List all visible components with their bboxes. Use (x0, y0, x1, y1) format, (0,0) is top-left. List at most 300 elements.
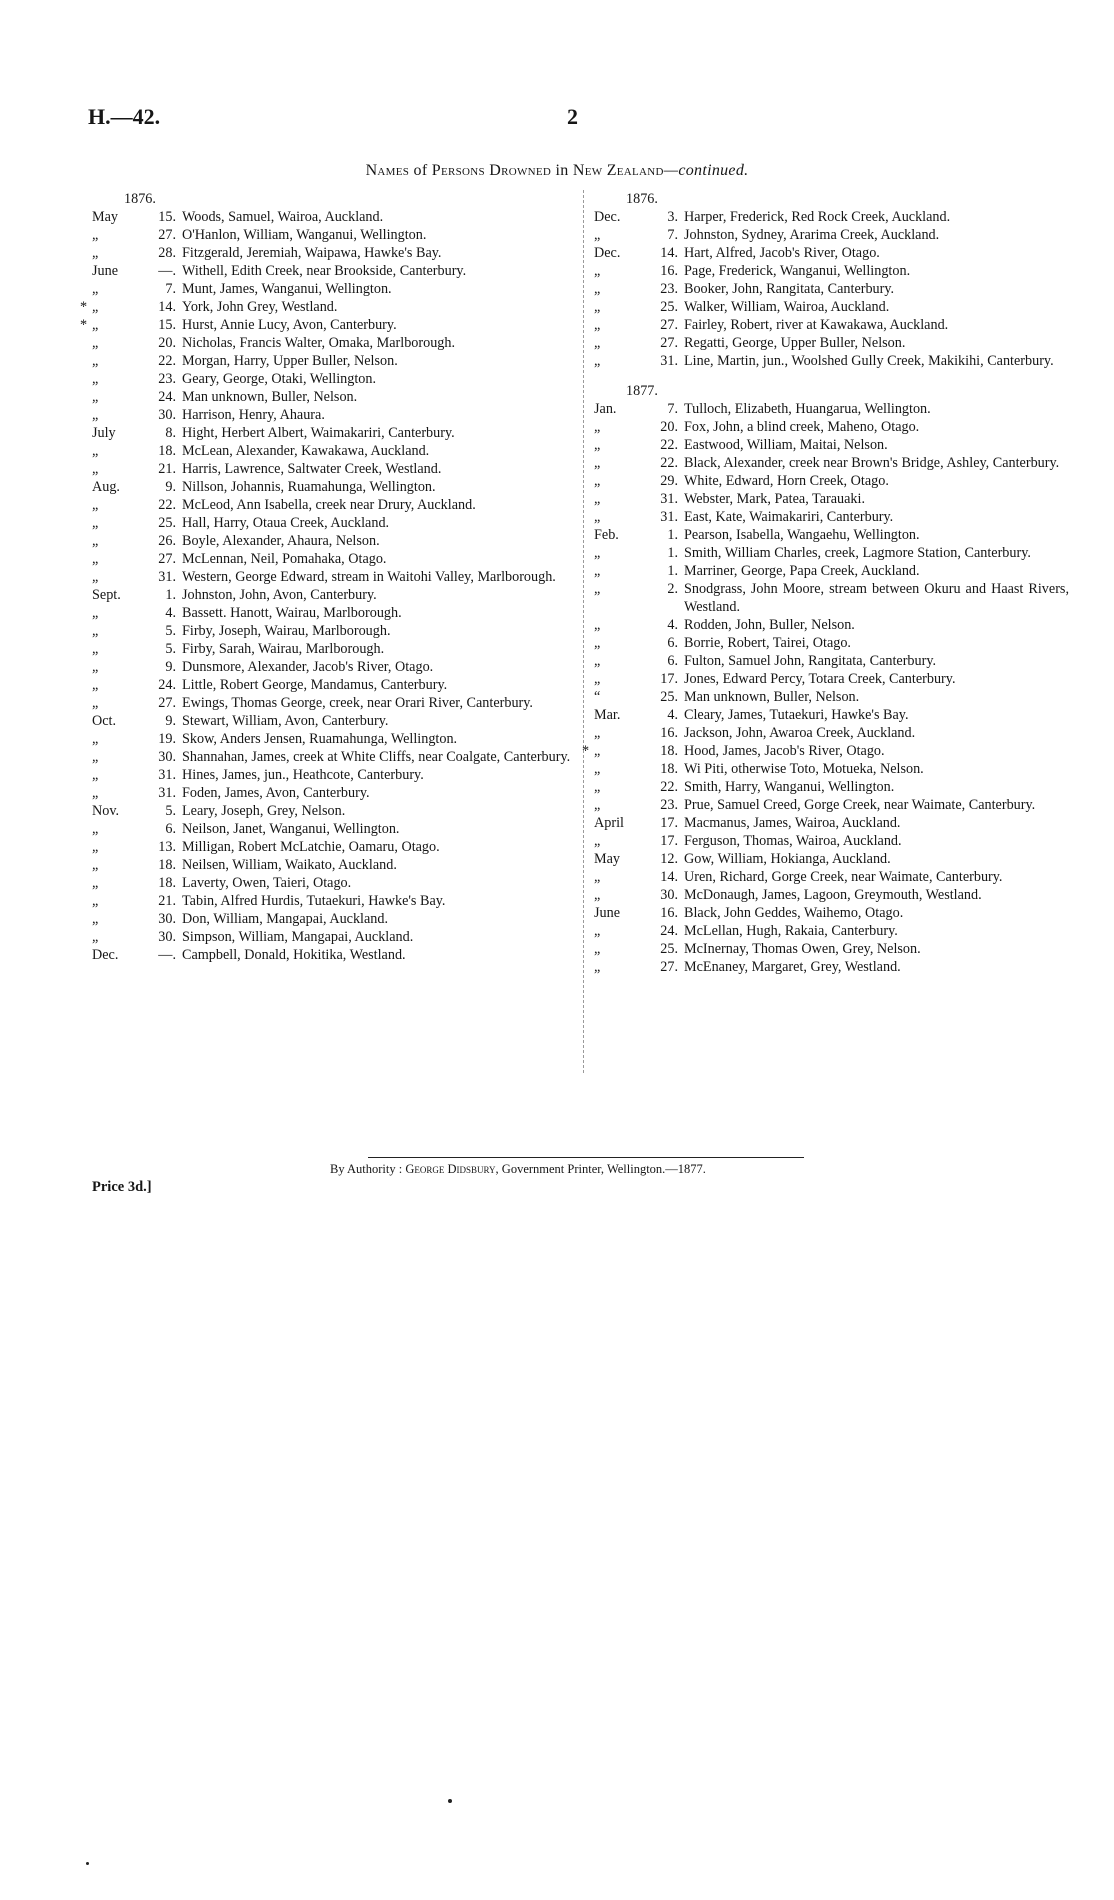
list-item (92, 550, 572, 568)
entry-day: 31. (158, 767, 176, 783)
entry-text: Rodden, John, Buller, Nelson. (684, 617, 855, 633)
entry-month: „ (92, 245, 99, 261)
entry-marker: * (80, 299, 88, 315)
entry-month: „ (594, 353, 601, 369)
entry-day: 20. (158, 335, 176, 351)
list-item (594, 778, 1069, 796)
entry-month: „ (92, 317, 99, 333)
entry-day: 15. (158, 317, 176, 333)
entry-day: 18. (158, 443, 176, 459)
entry-day: 1. (667, 563, 678, 579)
entry-day: 7. (165, 281, 176, 297)
entry-day: 14. (660, 245, 678, 261)
list-item (594, 544, 1069, 562)
entry-month: „ (92, 659, 99, 675)
entry-text: York, John Grey, Westland. (182, 299, 338, 315)
entry-text: Ewings, Thomas George, creek, near Orari River, Canterbury. (182, 695, 533, 711)
entry-text: Western, George Edward, stream in Waitohi Valley, Marlborough. (182, 569, 556, 585)
entry-text: Booker, John, Rangitata, Canterbury. (684, 281, 895, 297)
entry-day: 12. (660, 851, 678, 867)
entry-day: —. (158, 947, 176, 963)
entry-day: 26. (158, 533, 176, 549)
entry-month: „ (594, 923, 601, 939)
list-item (92, 676, 572, 694)
entry-text: Jones, Edward Percy, Totara Creek, Canterbury. (684, 671, 956, 687)
title-names: Names (365, 162, 410, 179)
list-item (92, 478, 572, 496)
entry-day: 22. (660, 437, 678, 453)
stray-mark (448, 1799, 452, 1803)
entry-day: 27. (158, 227, 176, 243)
entry-text: Jackson, John, Awaroa Creek, Auckland. (684, 725, 916, 741)
entry-day: 30. (158, 929, 176, 945)
entry-text: Fox, John, a blind creek, Maheno, Otago. (684, 419, 920, 435)
entry-text: Tulloch, Elizabeth, Huangarua, Wellington. (684, 401, 931, 417)
entry-text: Bassett. Hanott, Wairau, Marlborough. (182, 605, 402, 621)
entry-text: Hines, James, jun., Heathcote, Canterbury. (182, 767, 424, 783)
entry-text: Webster, Mark, Patea, Tarauaki. (684, 491, 866, 507)
entry-month: „ (594, 437, 601, 453)
list-item (594, 886, 1069, 904)
entry-day: 30. (158, 749, 176, 765)
entry-day: 24. (660, 923, 678, 939)
entry-text: Man unknown, Buller, Nelson. (182, 389, 358, 405)
entry-month: „ (92, 353, 99, 369)
entry-month: „ (594, 227, 601, 243)
entry-day: 22. (158, 497, 176, 513)
entry-day: 4. (667, 707, 678, 723)
entry-text: Ferguson, Thomas, Wairoa, Auckland. (684, 833, 902, 849)
spacer (594, 370, 1069, 382)
list-item (92, 208, 572, 226)
year-heading: 1876. (626, 191, 658, 207)
list-item (594, 526, 1069, 544)
entry-month: „ (594, 335, 601, 351)
list-item (92, 604, 572, 622)
entry-month: „ (92, 677, 99, 693)
entry-day: 27. (158, 695, 176, 711)
list-item (92, 352, 572, 370)
entry-month: „ (594, 797, 601, 813)
list-item (92, 784, 572, 802)
entry-day: 27. (660, 317, 678, 333)
entry-day: 31. (158, 569, 176, 585)
list-item (92, 532, 572, 550)
entry-day: 27. (660, 959, 678, 975)
entry-day: 23. (158, 371, 176, 387)
entry-month: „ (92, 335, 99, 351)
entry-text: Marriner, George, Papa Creek, Auckland. (684, 563, 920, 579)
entry-day: 17. (660, 833, 678, 849)
entry-month: Mar. (594, 707, 621, 723)
entry-text: Tabin, Alfred Hurdis, Tutaekuri, Hawke's Bay. (182, 893, 446, 909)
entry-text: Walker, William, Wairoa, Auckland. (684, 299, 890, 315)
footer-rule (368, 1157, 804, 1158)
entry-month: „ (92, 695, 99, 711)
entry-day: 31. (158, 785, 176, 801)
title-continued: —continued. (663, 162, 749, 179)
list-item (594, 418, 1069, 436)
authority-suffix: , Government Printer, Wellington.—1877. (495, 1162, 706, 1176)
list-item (594, 562, 1069, 580)
entry-month: „ (594, 941, 601, 957)
report-reference: H.—42. (88, 104, 161, 129)
entry-month: „ (594, 725, 601, 741)
list-item (594, 796, 1069, 814)
left-column (80, 190, 572, 964)
entry-text: Fulton, Samuel John, Rangitata, Canterbury. (684, 653, 937, 669)
entry-day: 18. (660, 743, 678, 759)
entry-text: McEnaney, Margaret, Grey, Westland. (684, 959, 901, 975)
list-item (92, 910, 572, 928)
list-item (594, 352, 1069, 370)
entry-list (80, 208, 572, 964)
entry-text: Morgan, Harry, Upper Buller, Nelson. (182, 353, 398, 369)
entry-text: Campbell, Donald, Hokitika, Westland. (182, 947, 406, 963)
entry-text: Hood, James, Jacob's River, Otago. (684, 743, 885, 759)
entry-text: McDonaugh, James, Lagoon, Greymouth, Westland. (684, 887, 982, 903)
entry-month: „ (92, 839, 99, 855)
title-new-zealand: New Zealand (572, 162, 664, 179)
list-item (594, 226, 1069, 244)
entry-day: 25. (158, 515, 176, 531)
entry-month: „ (594, 833, 601, 849)
list-item (594, 670, 1069, 688)
title-persons-drowned: Persons Drowned (431, 162, 552, 179)
list-item (92, 262, 572, 280)
entry-text: Simpson, William, Mangapai, Auckland. (182, 929, 414, 945)
list-item (594, 706, 1069, 724)
entry-day: 27. (660, 335, 678, 351)
list-item (92, 856, 572, 874)
list-item (80, 298, 572, 316)
entry-month: „ (594, 419, 601, 435)
entry-day: 14. (158, 299, 176, 315)
entry-day: 30. (158, 407, 176, 423)
entry-month: „ (92, 893, 99, 909)
entry-text: Smith, Harry, Wanganui, Wellington. (684, 779, 895, 795)
entry-text: Harrison, Henry, Ahaura. (182, 407, 325, 423)
entry-text: Smith, William Charles, creek, Lagmore Station, Canterbury. (684, 545, 1031, 561)
entry-day: 17. (660, 815, 678, 831)
entry-day: 1. (165, 587, 176, 603)
entry-day: 1. (667, 527, 678, 543)
entry-day: 4. (165, 605, 176, 621)
entry-month: Feb. (594, 527, 619, 543)
list-item (594, 724, 1069, 742)
entry-month: „ (92, 605, 99, 621)
price: Price 3d.] (92, 1179, 152, 1195)
entry-day: 22. (660, 779, 678, 795)
entry-day: 9. (165, 713, 176, 729)
entry-day: 18. (158, 875, 176, 891)
entry-text: Firby, Sarah, Wairau, Marlborough. (182, 641, 385, 657)
entry-month: „ (594, 635, 601, 651)
entry-day: 4. (667, 617, 678, 633)
entry-text: Hart, Alfred, Jacob's River, Otago. (684, 245, 880, 261)
list-item (92, 658, 572, 676)
list-item (92, 874, 572, 892)
entry-day: 31. (660, 353, 678, 369)
entry-day: 27. (158, 551, 176, 567)
stray-mark (86, 1862, 89, 1865)
entry-month: July (92, 425, 116, 441)
list-item (92, 334, 572, 352)
entry-text: Johnston, Sydney, Ararima Creek, Auckland. (684, 227, 940, 243)
list-item (92, 694, 572, 712)
entry-text: Macmanus, James, Wairoa, Auckland. (684, 815, 901, 831)
entry-text: McLean, Alexander, Kawakawa, Auckland. (182, 443, 430, 459)
entry-text: Stewart, William, Avon, Canterbury. (182, 713, 389, 729)
list-item (92, 640, 572, 658)
entry-month: “ (594, 689, 601, 705)
list-item (92, 748, 572, 766)
entry-month: „ (92, 767, 99, 783)
list-item (92, 370, 572, 388)
entry-month: „ (594, 653, 601, 669)
entry-month: „ (594, 455, 601, 471)
entry-text: Page, Frederick, Wanganui, Wellington. (684, 263, 911, 279)
entry-text: East, Kate, Waimakariri, Canterbury. (684, 509, 894, 525)
entry-text: Milligan, Robert McLatchie, Oamaru, Otago. (182, 839, 440, 855)
entry-month: Jan. (594, 401, 617, 417)
entry-month: „ (92, 299, 99, 315)
list-item (92, 424, 572, 442)
entry-text: Black, John Geddes, Waihemo, Otago. (684, 905, 904, 921)
entry-month: „ (594, 743, 601, 759)
entry-text: Leary, Joseph, Grey, Nelson. (182, 803, 346, 819)
entry-text: Prue, Samuel Creed, Gorge Creek, near Waimate, Canterbury. (684, 797, 1036, 813)
entry-day: 5. (165, 803, 176, 819)
list-item (594, 508, 1069, 526)
printer-name: George Didsbury (405, 1162, 496, 1176)
entry-month: „ (92, 281, 99, 297)
entry-list (594, 208, 1069, 370)
entry-month: May (594, 851, 621, 867)
entry-text: Snodgrass, John Moore, stream between Okuru and Haast Rivers, Westland. (684, 581, 1069, 615)
entry-month: Dec. (594, 209, 621, 225)
entry-text: Black, Alexander, creek near Brown's Bridge, Ashley, Canterbury. (684, 455, 1060, 471)
entry-month: „ (92, 929, 99, 945)
entry-month: June (594, 905, 621, 921)
entry-day: 5. (165, 623, 176, 639)
entry-text: O'Hanlon, William, Wanganui, Wellington. (182, 227, 427, 243)
entry-text: Wi Piti, otherwise Toto, Motueka, Nelson. (684, 761, 924, 777)
entry-day: 6. (165, 821, 176, 837)
entry-text: White, Edward, Horn Creek, Otago. (684, 473, 889, 489)
entry-day: 22. (660, 455, 678, 471)
entry-day: 6. (667, 635, 678, 651)
list-item (594, 688, 1069, 706)
entry-day: 18. (660, 761, 678, 777)
entry-month: „ (92, 389, 99, 405)
list-item (92, 586, 572, 604)
entry-text: Woods, Samuel, Wairoa, Auckland. (182, 209, 384, 225)
entry-month: „ (594, 491, 601, 507)
entry-text: Don, William, Mangapai, Auckland. (182, 911, 389, 927)
entry-text: Uren, Richard, Gorge Creek, near Waimate, Canterbury. (684, 869, 1003, 885)
list-item (594, 868, 1069, 886)
entry-month: April (594, 815, 624, 831)
entry-day: 13. (158, 839, 176, 855)
entry-day: 25. (660, 299, 678, 315)
list-item (92, 622, 572, 640)
title-of: of (413, 162, 428, 179)
entry-marker: * (80, 317, 88, 333)
entry-text: Neilsen, William, Waikato, Auckland. (182, 857, 397, 873)
entry-month: „ (92, 731, 99, 747)
list-item (594, 490, 1069, 508)
entry-month: „ (594, 509, 601, 525)
list-item (594, 298, 1069, 316)
entry-text: Fitzgerald, Jeremiah, Waipawa, Hawke's Bay. (182, 245, 442, 261)
list-item (92, 226, 572, 244)
entry-day: 22. (158, 353, 176, 369)
list-item (80, 316, 572, 334)
entry-month: „ (594, 299, 601, 315)
list-item (594, 244, 1069, 262)
entry-text: Neilson, Janet, Wanganui, Wellington. (182, 821, 400, 837)
list-item (594, 616, 1069, 634)
entry-month: „ (92, 569, 99, 585)
list-item (594, 634, 1069, 652)
list-item (594, 316, 1069, 334)
entry-month: Sept. (92, 587, 121, 603)
entry-month: Nov. (92, 803, 120, 819)
list-item (594, 814, 1069, 832)
entry-month: „ (594, 545, 601, 561)
entry-day: 24. (158, 677, 176, 693)
list-item (92, 442, 572, 460)
entry-text: Regatti, George, Upper Buller, Nelson. (684, 335, 906, 351)
entry-day: 5. (165, 641, 176, 657)
entry-day: 23. (660, 281, 678, 297)
entry-text: Hight, Herbert Albert, Waimakariri, Canterbury. (182, 425, 455, 441)
entry-text: Gow, William, Hokianga, Auckland. (684, 851, 891, 867)
column-divider (583, 190, 584, 1073)
entry-month: „ (92, 497, 99, 513)
list-item (92, 712, 572, 730)
entry-day: 9. (165, 659, 176, 675)
list-item (594, 832, 1069, 850)
list-item (92, 514, 572, 532)
entry-text: Line, Martin, jun., Woolshed Gully Creek, Makikihi, Canterbury. (684, 353, 1054, 369)
entry-text: Hall, Harry, Otaua Creek, Auckland. (182, 515, 390, 531)
entry-month: „ (594, 869, 601, 885)
authority-prefix: By Authority : (330, 1162, 403, 1176)
entry-text: McLennan, Neil, Pomahaka, Otago. (182, 551, 387, 567)
entry-month: Oct. (92, 713, 117, 729)
entry-text: Fairley, Robert, river at Kawakawa, Auckland. (684, 317, 949, 333)
entry-text: Withell, Edith Creek, near Brookside, Canterbury. (182, 263, 467, 279)
entry-month: „ (92, 443, 99, 459)
entry-text: Boyle, Alexander, Ahaura, Nelson. (182, 533, 380, 549)
entry-day: 31. (660, 509, 678, 525)
entry-month: „ (92, 515, 99, 531)
entry-text: McLeod, Ann Isabella, creek near Drury, Auckland. (182, 497, 476, 513)
entry-month: May (92, 209, 119, 225)
list-item (92, 280, 572, 298)
list-item (92, 766, 572, 784)
entry-text: Nillson, Johannis, Ruamahunga, Wellington. (182, 479, 436, 495)
entry-text: Pearson, Isabella, Wangaehu, Wellington. (684, 527, 920, 543)
right-column (582, 190, 1069, 976)
list-item (92, 568, 572, 586)
entry-month: „ (92, 875, 99, 891)
entry-month: „ (92, 407, 99, 423)
list-item (594, 580, 1069, 616)
entry-month: „ (594, 581, 601, 597)
entry-day: 6. (667, 653, 678, 669)
entry-month: „ (92, 551, 99, 567)
list-item (92, 244, 572, 262)
year-heading: 1876. (124, 191, 156, 207)
entry-text: Laverty, Owen, Taieri, Otago. (182, 875, 352, 891)
list-item (92, 460, 572, 478)
list-item (594, 280, 1069, 298)
entry-month: „ (594, 617, 601, 633)
entry-month: „ (594, 281, 601, 297)
entry-month: „ (594, 761, 601, 777)
list-item (92, 892, 572, 910)
entry-month: „ (594, 563, 601, 579)
entry-text: Dunsmore, Alexander, Jacob's River, Otago. (182, 659, 434, 675)
entry-day: 24. (158, 389, 176, 405)
entry-day: 28. (158, 245, 176, 261)
list-item (594, 454, 1069, 472)
entry-month: „ (594, 887, 601, 903)
entry-month: „ (594, 263, 601, 279)
entry-day: 2. (667, 581, 678, 597)
entry-marker: * (582, 743, 590, 759)
entry-text: Nicholas, Francis Walter, Omaka, Marlborough. (182, 335, 456, 351)
list-item (582, 742, 1069, 760)
page-title (0, 162, 1114, 180)
list-item (92, 730, 572, 748)
entry-month: Aug. (92, 479, 120, 495)
entry-month: „ (594, 779, 601, 795)
entry-month: „ (594, 473, 601, 489)
list-item (594, 436, 1069, 454)
entry-day: 16. (660, 725, 678, 741)
entry-day: 9. (165, 479, 176, 495)
entry-text: Foden, James, Avon, Canterbury. (182, 785, 370, 801)
entry-month: „ (594, 317, 601, 333)
list-item (594, 334, 1069, 352)
list-item (594, 652, 1069, 670)
list-item (594, 904, 1069, 922)
list-item (92, 802, 572, 820)
entry-day: 21. (158, 893, 176, 909)
entry-day: 23. (660, 797, 678, 813)
list-item (594, 922, 1069, 940)
list-item (594, 262, 1069, 280)
list-item (92, 388, 572, 406)
list-item (92, 946, 572, 964)
entry-day: 20. (660, 419, 678, 435)
list-item (594, 208, 1069, 226)
entry-text: Johnston, John, Avon, Canterbury. (182, 587, 377, 603)
entry-text: Munt, James, Wanganui, Wellington. (182, 281, 392, 297)
title-in: in (555, 162, 569, 179)
entry-day: 7. (667, 401, 678, 417)
entry-day: 30. (660, 887, 678, 903)
entry-month: Dec. (594, 245, 621, 261)
entry-month: „ (594, 671, 601, 687)
entry-day: 8. (165, 425, 176, 441)
entry-day: 18. (158, 857, 176, 873)
entry-text: Cleary, James, Tutaekuri, Hawke's Bay. (684, 707, 909, 723)
